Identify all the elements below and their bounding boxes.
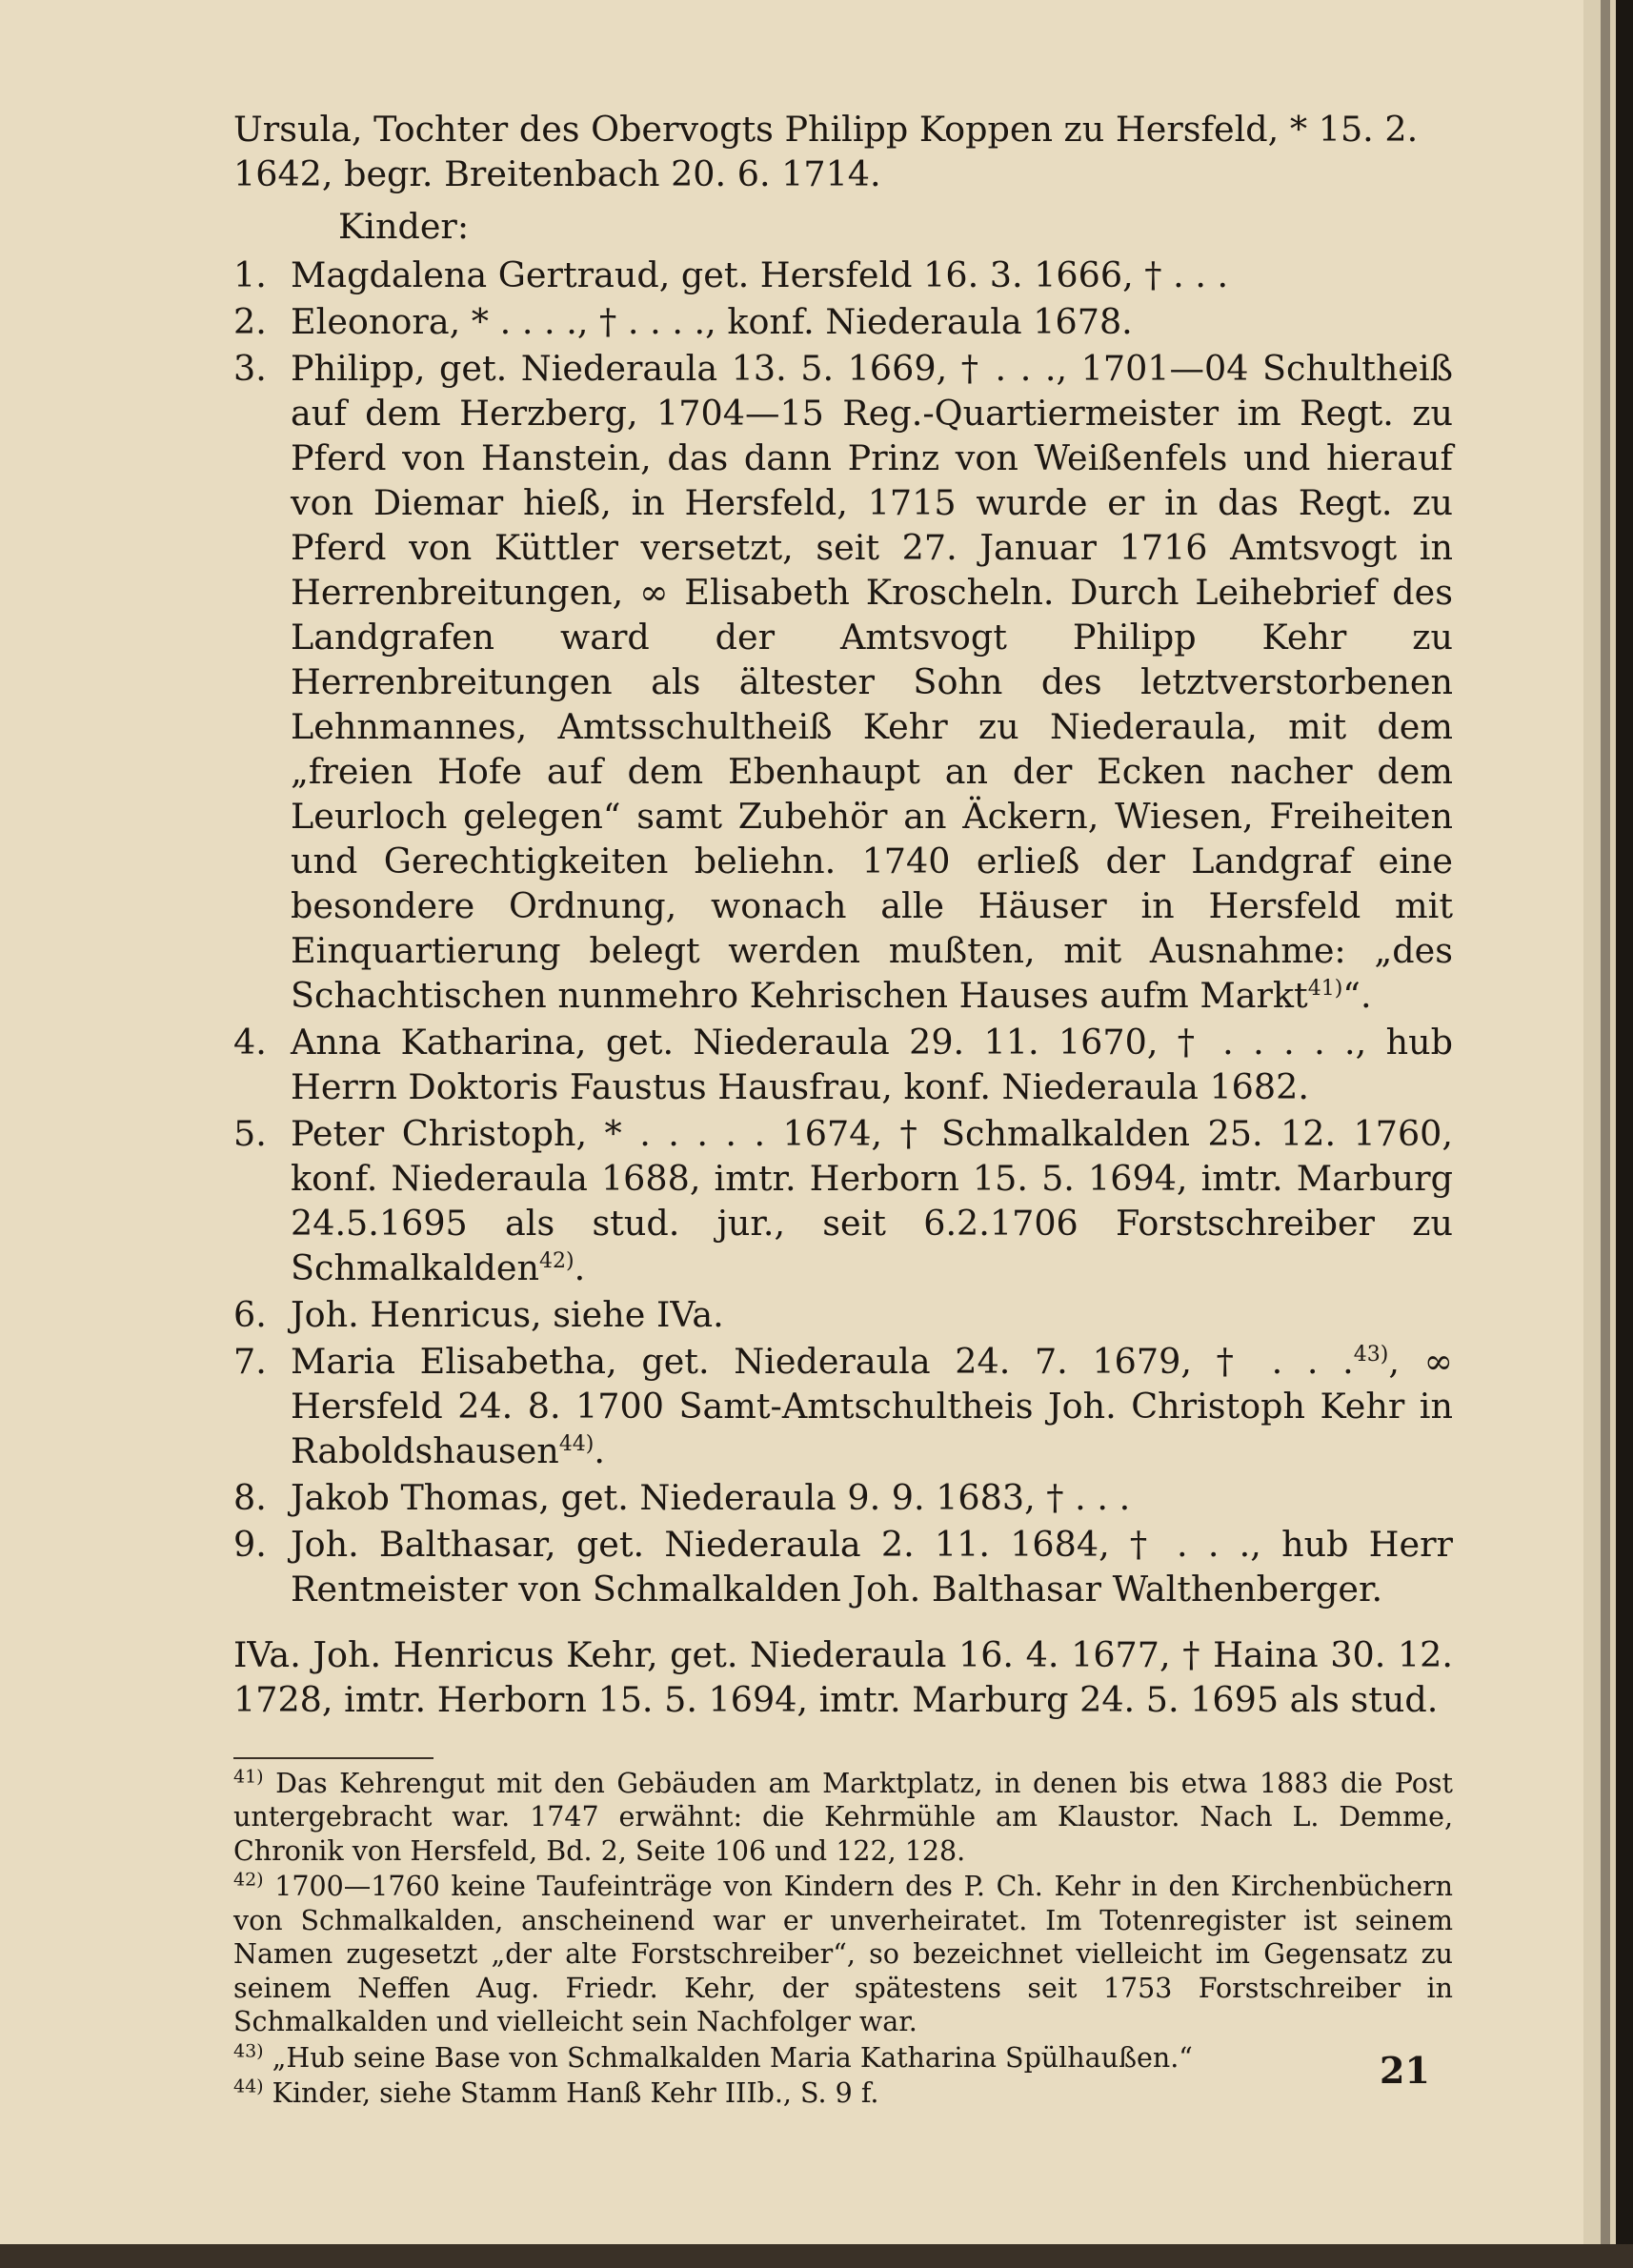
intro-paragraph	[233, 107, 1453, 196]
footnote-ref: 43)	[1353, 1342, 1389, 1367]
item-number: 8.	[233, 1477, 267, 1518]
item-number: 2.	[233, 301, 267, 342]
item-text: Philipp, get. Niederaula 13. 5. 1669, † . . ., 1701—04 Schultheiß auf dem Herzberg, 1704—15 Reg.-Quartiermeister im Regt. zu Pferd von Hanstein, das dann Prinz von Weißenfels und hierauf von Diemar hieß, in Hersfeld, 1715 wurde er in das Regt. zu Pferd von Küttler versetzt, seit 27. Januar 1716 Amtsvogt in Herrenbreitungen, ∞ Elisabeth Kroscheln. Durch Leihebrief des Landgrafen ward der Amtsvogt Philipp Kehr zu Herrenbreitungen als ältester Sohn des letztverstorbenen Lehnmannes, Amtsschultheiß Kehr zu Niederaula, mit dem „freien Hofe auf dem Ebenhaupt an der Ecken nacher dem Leurloch gelegen“ samt Zubehör an Äckern, Wiesen, Freiheiten und Gerechtigkeiten beliehn. 1740 erließ der Landgraf eine besondere Ordnung, wonach alle Häuser in Hersfeld mit Einquartierung belegt werden mußten, mit Ausnahme: „des Schachtischen nunmehro Kehrischen Hauses aufm Markt$^{41)}$“.	[291, 348, 1453, 1016]
footnote-ref: 42)	[539, 1248, 575, 1273]
page-content	[233, 107, 1453, 2113]
bottom-edge-shadow	[0, 2244, 1633, 2268]
list-item	[233, 346, 1453, 1018]
footnote-ref: 44)	[558, 1431, 595, 1456]
item-number: 7.	[233, 1341, 267, 1382]
list-item	[233, 299, 1453, 344]
section-iva-paragraph: IVa. Joh. Henricus Kehr, get. Niederaula 16. 4. 1677, † Haina 30. 12. 1728, imtr. Herborn 15. 5. 1694, imtr. Marburg 24. 5. 1695 als stud.	[233, 1634, 1453, 1720]
list-item	[233, 1522, 1453, 1611]
list-item	[233, 1475, 1453, 1520]
item-number: 3.	[233, 348, 267, 389]
footnote-ref: 41)	[1307, 976, 1343, 1001]
list-item	[233, 1111, 1453, 1290]
item-text: Anna Katharina, get. Niederaula 29. 11. 1670, † . . . . ., hub Herrn Doktoris Faustus Hausfrau, konf. Niederaula 1682.	[291, 1022, 1453, 1107]
kinder-heading: Kinder:	[338, 206, 470, 247]
item-number: 1.	[233, 254, 267, 295]
list-item	[233, 1292, 1453, 1337]
item-number: 9.	[233, 1524, 267, 1565]
footnotes	[233, 1767, 1453, 2111]
spine-edge	[1601, 0, 1610, 2268]
item-number: 4.	[233, 1022, 267, 1063]
item-text: Joh. Balthasar, get. Niederaula 2. 11. 1684, † . . ., hub Herr Rentmeister von Schmalkalden Joh. Balthasar Walthenberger.	[291, 1524, 1453, 1610]
list-item	[233, 1020, 1453, 1109]
list-item	[233, 1339, 1453, 1473]
list-item	[233, 253, 1453, 297]
item-text: Peter Christoph, * . . . . . 1674, † Schmalkalden 25. 12. 1760, konf. Niederaula 1688, imtr. Herborn 15. 5. 1694, imtr. Marburg 24.5.1695 als stud. jur., seit 6.2.1706 Forstschreiber zu Schmalkalden$^{42)}$.	[291, 1113, 1453, 1288]
footnote-43: $^{43)}$ „Hub seine Base von Schmalkalden Maria Katharina Spülhaußen.“	[233, 2040, 1193, 2074]
footnote-44: $^{44)}$ Kinder, siehe Stamm Hanß Kehr IIIb., S. 9 f.	[233, 2076, 879, 2109]
item-text: Eleonora, * . . . ., † . . . ., konf. Niederaula 1678.	[291, 301, 1133, 342]
item-text: Jakob Thomas, get. Niederaula 9. 9. 1683, † . . .	[291, 1477, 1131, 1518]
children-list	[233, 253, 1453, 1611]
item-text: Magdalena Gertraud, get. Hersfeld 16. 3. 1666, † . . .	[291, 254, 1229, 295]
item-number: 6.	[233, 1294, 267, 1335]
item-number: 5.	[233, 1113, 267, 1154]
spine-shadow	[1616, 0, 1633, 2268]
page-number: 21	[1380, 2049, 1430, 2092]
footnote-divider	[233, 1757, 433, 1759]
item-text: Maria Elisabetha, get. Niederaula 24. 7. 1679, † . . .$^{43)}$, ∞ Hersfeld 24. 8. 1700 Samt-Amtschultheis Joh. Christoph Kehr in Raboldshausen$^{44)}$.	[291, 1341, 1454, 1471]
footnote-41: $^{41)}$ Das Kehrengut mit den Gebäuden am Marktplatz, in denen bis etwa 1883 die Post untergebracht war. 1747 erwähnt: die Kehrmühle am Klaustor. Nach L. Demme, Chronik von Hersfeld, Bd. 2, Seite 106 und 122, 128.	[233, 1766, 1453, 1867]
item-text: Joh. Henricus, siehe IVa.	[291, 1294, 724, 1335]
intro-text: Ursula, Tochter des Obervogts Philipp Koppen zu Hersfeld, * 15. 2. 1642, begr. Breitenbach 20. 6. 1714.	[233, 109, 1419, 194]
footnote-42: $^{42)}$ 1700—1760 keine Taufeinträge von Kindern des P. Ch. Kehr in den Kirchenbüchern von Schmalkalden, anscheinend war er unverheiratet. Im Totenregister ist seinem Namen zugesetzt „der alte Forstschreiber“, so bezeichnet vielleicht im Gegensatz zu seinem Neffen Aug. Friedr. Kehr, der spätestens seit 1753 Forstschreiber in Schmalkalden und vielleicht sein Nachfolger war.	[233, 1869, 1453, 2037]
